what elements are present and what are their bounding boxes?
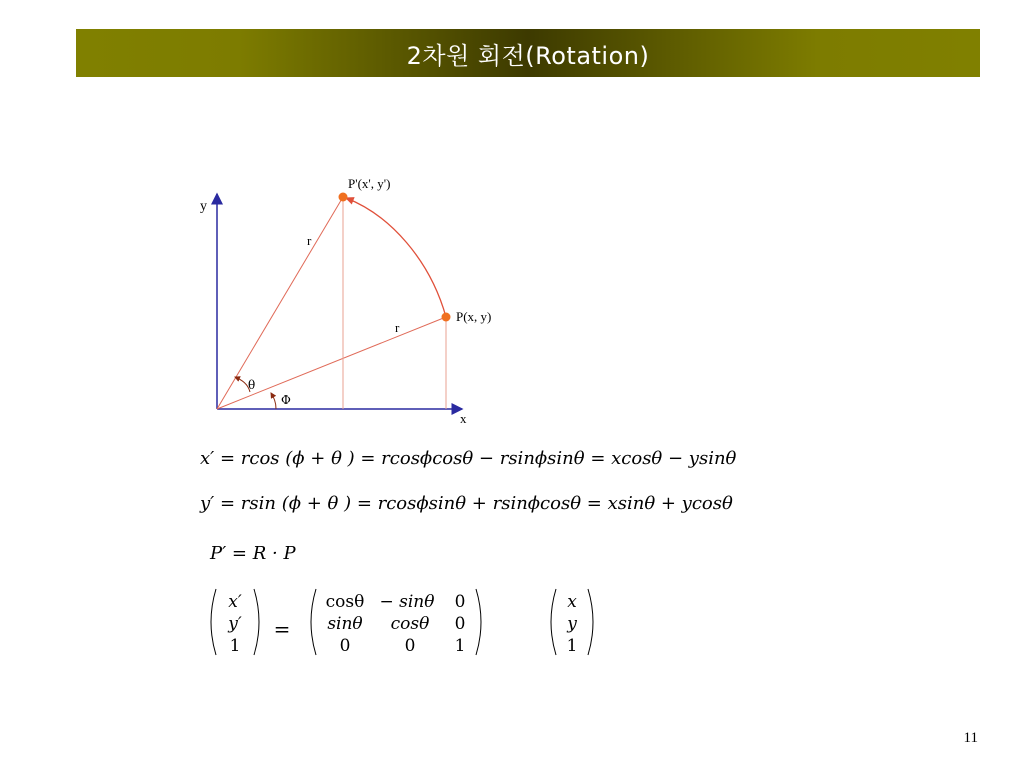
rotation-r2c3: 0 [454, 614, 466, 634]
rotation-r1c1: cosθ [325, 592, 365, 612]
equation-y-prime: y′ = rsin (ϕ + θ ) = rcosϕsinθ + rsinϕcosθ = xsinθ + ycosθ [200, 493, 733, 514]
rotation-r3c3: 1 [454, 636, 466, 656]
lhs-right-paren [254, 589, 259, 655]
lhs-row-3: 1 [229, 636, 241, 656]
radius-label-lower: r [395, 320, 400, 335]
radius-label-upper: r [307, 233, 312, 248]
point-p-prime [339, 193, 348, 202]
rotation-r3c2: 0 [404, 636, 416, 656]
rotation-r2c2: cosθ [390, 614, 430, 634]
rhs-right-paren [588, 589, 593, 655]
x-axis-label: x [460, 411, 467, 426]
rotation-r3c1: 0 [339, 636, 351, 656]
phi-label: Φ [281, 393, 291, 407]
matrix-equals: = [273, 617, 291, 641]
point-p-label: P(x, y) [456, 309, 492, 324]
rotation-r1c2: − sinθ [379, 592, 435, 612]
theta-label: θ [248, 378, 256, 392]
slide-title: 2차원 회전(Rotation) [406, 41, 650, 70]
rhs-row-3: 1 [566, 636, 578, 656]
point-p [442, 313, 451, 322]
rotation-r1c3: 0 [454, 592, 466, 612]
rotation-diagram [190, 170, 520, 435]
rotation-left-paren [311, 589, 316, 655]
lhs-row-2: y′ [228, 614, 242, 634]
phi-arc [271, 393, 276, 409]
rotation-arc [346, 198, 446, 317]
lhs-left-paren [211, 589, 216, 655]
matrix-equation [200, 585, 620, 660]
title-bar [76, 29, 980, 77]
equation-x-prime: x′ = rcos (ϕ + θ ) = rcosϕcosθ − rsinϕsinθ = xcosθ − ysinθ [200, 448, 737, 469]
rotation-r2c1: sinθ [327, 614, 363, 634]
rotation-right-paren [476, 589, 481, 655]
page-number: 11 [963, 730, 978, 746]
lhs-row-1: x′ [228, 592, 242, 612]
radius-line-p [217, 317, 446, 409]
y-axis-label: y [200, 199, 207, 214]
point-p-prime-label: P'(x', y') [348, 176, 391, 191]
rhs-left-paren [551, 589, 556, 655]
rhs-row-1: x [567, 592, 577, 612]
equation-p-prime: P′ = R · P [210, 543, 296, 564]
rhs-row-2: y [567, 614, 577, 634]
